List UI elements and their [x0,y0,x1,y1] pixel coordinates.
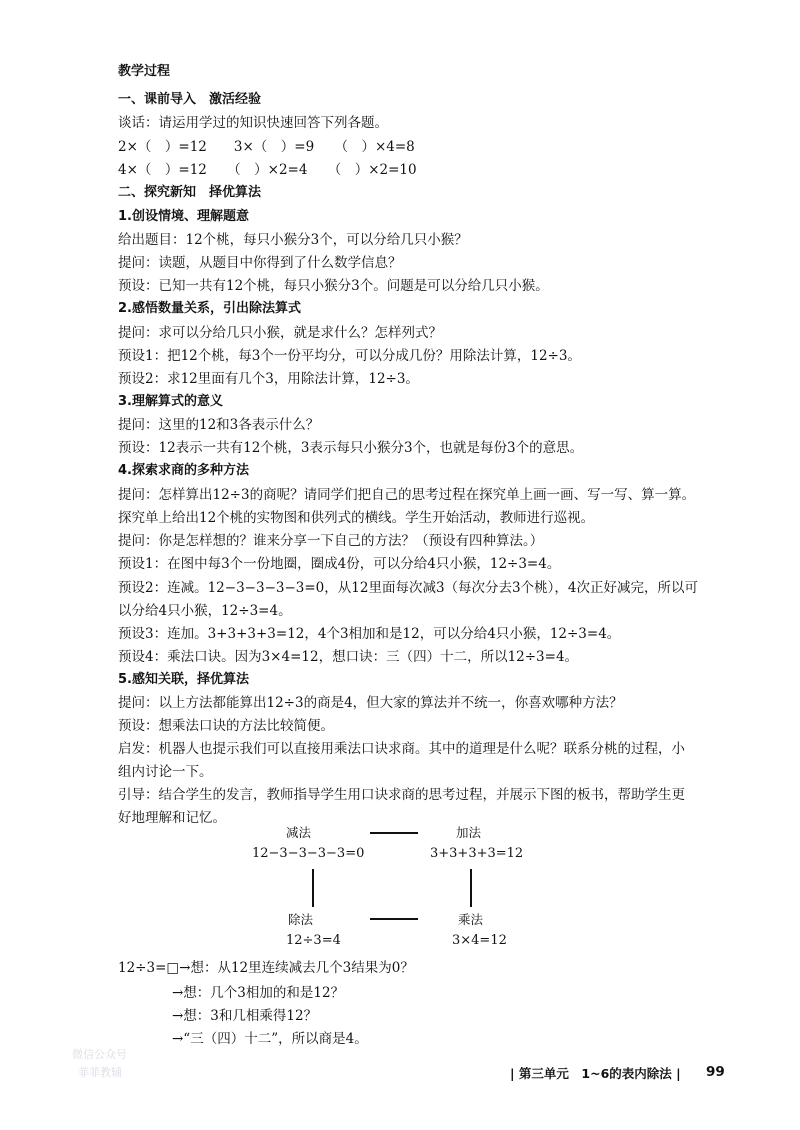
think-line-4: →“三（四）十二”，所以商是4。 [172,1031,368,1047]
section-heading: 教学过程 [118,64,171,79]
text-line: 以分给4只小猴，12÷3=4。 [118,603,292,619]
text-line: 预设2：连减。12−3−3−3−3=0，从12里面每次减3（每次分去3个桃），4次正好减完，所以可 [118,580,698,596]
text-line: 2×（ ）=12 3×（ ）=9 （ ）×4=8 [118,139,415,155]
text-line: 启发：机器人也提示我们可以直接用乘法口诀求商。其中的道理是什么呢？联系分桃的过程，小 [118,741,685,757]
footer-unit-title: 第三单元 1~6的表内除法 [518,1066,672,1081]
text-line: 给出题目：12个桃，每只小猴分3个，可以分给几只小猴？ [118,232,468,248]
text-line: 预设：12表示一共有12个桃，3表示每只小猴分3个，也就是每份3个的意思。 [118,440,584,456]
text-line: 提问：这里的12和3各表示什么？ [118,417,320,433]
division-label: 除法 [288,912,314,927]
subtraction-label: 减法 [286,825,312,840]
section-heading: 2.感悟数量关系，引出除法算式 [118,301,301,316]
text-line: 4×（ ）=12 （ ）×2=4 （ ）×2=10 [118,162,417,178]
right-connector [470,869,472,907]
text-line: 好地理解和记忆。 [118,810,226,826]
bottom-connector [370,918,418,920]
think-line-2: →想：几个3相加的和是12？ [172,985,345,1001]
section-heading: 一、课前导入 激活经验 [118,92,262,107]
text-line: 提问：求可以分给几只小猴，就是求什么？怎样列式？ [118,325,442,341]
section-heading: 5.感知关联，择优算法 [118,672,249,687]
section-heading: 4.探索求商的多种方法 [118,463,249,478]
left-connector [312,869,314,907]
text-line: 探究单上给出12个桃的实物图和供列式的横线。学生开始活动，教师进行巡视。 [118,510,595,526]
watermark-line-2: 菲菲教辅 [78,1066,122,1079]
text-line: 预设：已知一共有12个桃，每只小猴分3个。问题是可以分给几只小猴。 [118,278,549,294]
division-equation: 12÷3=4 [286,933,341,948]
addition-label: 加法 [456,825,482,840]
text-line: 预设3：连加。3+3+3+3=12，4个3相加和是12，可以分给4只小猴，12÷3=4。 [118,626,621,642]
text-line: 提问：你是怎样想的？谁来分享一下自己的方法？（预设有四种算法。） [118,533,544,549]
think-line-1: 12÷3=□→想：从12里连续减去几个3结果为0？ [118,960,414,976]
text-line: 预设4：乘法口诀。因为3×4=12，想口诀：三（四）十二，所以12÷3=4。 [118,649,579,665]
text-line: 预设2：求12里面有几个3，用除法计算，12÷3。 [118,371,419,387]
text-line: 预设：想乘法口诀的方法比较简便。 [118,718,334,734]
multiplication-label: 乘法 [458,912,484,927]
text-line: 预设1：把12个桃，每3个一份平均分，可以分成几份？用除法计算，12÷3。 [118,348,581,364]
section-heading: 1.创设情境、理解题意 [118,209,249,224]
multiplication-equation: 3×4=12 [452,933,507,948]
page-number: 99 [706,1064,725,1080]
watermark-line-1: 微信公众号 [72,1048,127,1061]
text-line: 提问：以上方法都能算出12÷3的商是4，但大家的算法并不统一，你喜欢哪种方法？ [118,695,623,711]
text-line: 引导：结合学生的发言，教师指导学生用口诀求商的思考过程，并展示下图的板书，帮助学生更 [118,787,685,803]
text-line: 谈话：请运用学过的知识快速回答下列各题。 [118,115,388,131]
text-line: 提问：怎样算出12÷3的商呢？请同学们把自己的思考过程在探究单上画一画、写一写、算一算。 [118,487,696,503]
text-line: 组内讨论一下。 [118,764,213,780]
subtraction-equation: 12−3−3−3−3=0 [252,846,365,861]
top-connector [370,832,418,834]
section-heading: 二、探究新知 择优算法 [118,185,262,200]
section-heading: 3.理解算式的意义 [118,394,223,409]
think-line-3: →想：3和几相乘得12？ [172,1008,318,1024]
text-line: 提问：读题，从题目中你得到了什么数学信息？ [118,255,402,271]
addition-equation: 3+3+3+3=12 [430,846,524,861]
text-line: 预设1：在图中每3个一份地圈，圈成4份，可以分给4只小猴，12÷3=4。 [118,556,561,572]
footer-unit: | 第三单元 1~6的表内除法 | [510,1066,681,1081]
